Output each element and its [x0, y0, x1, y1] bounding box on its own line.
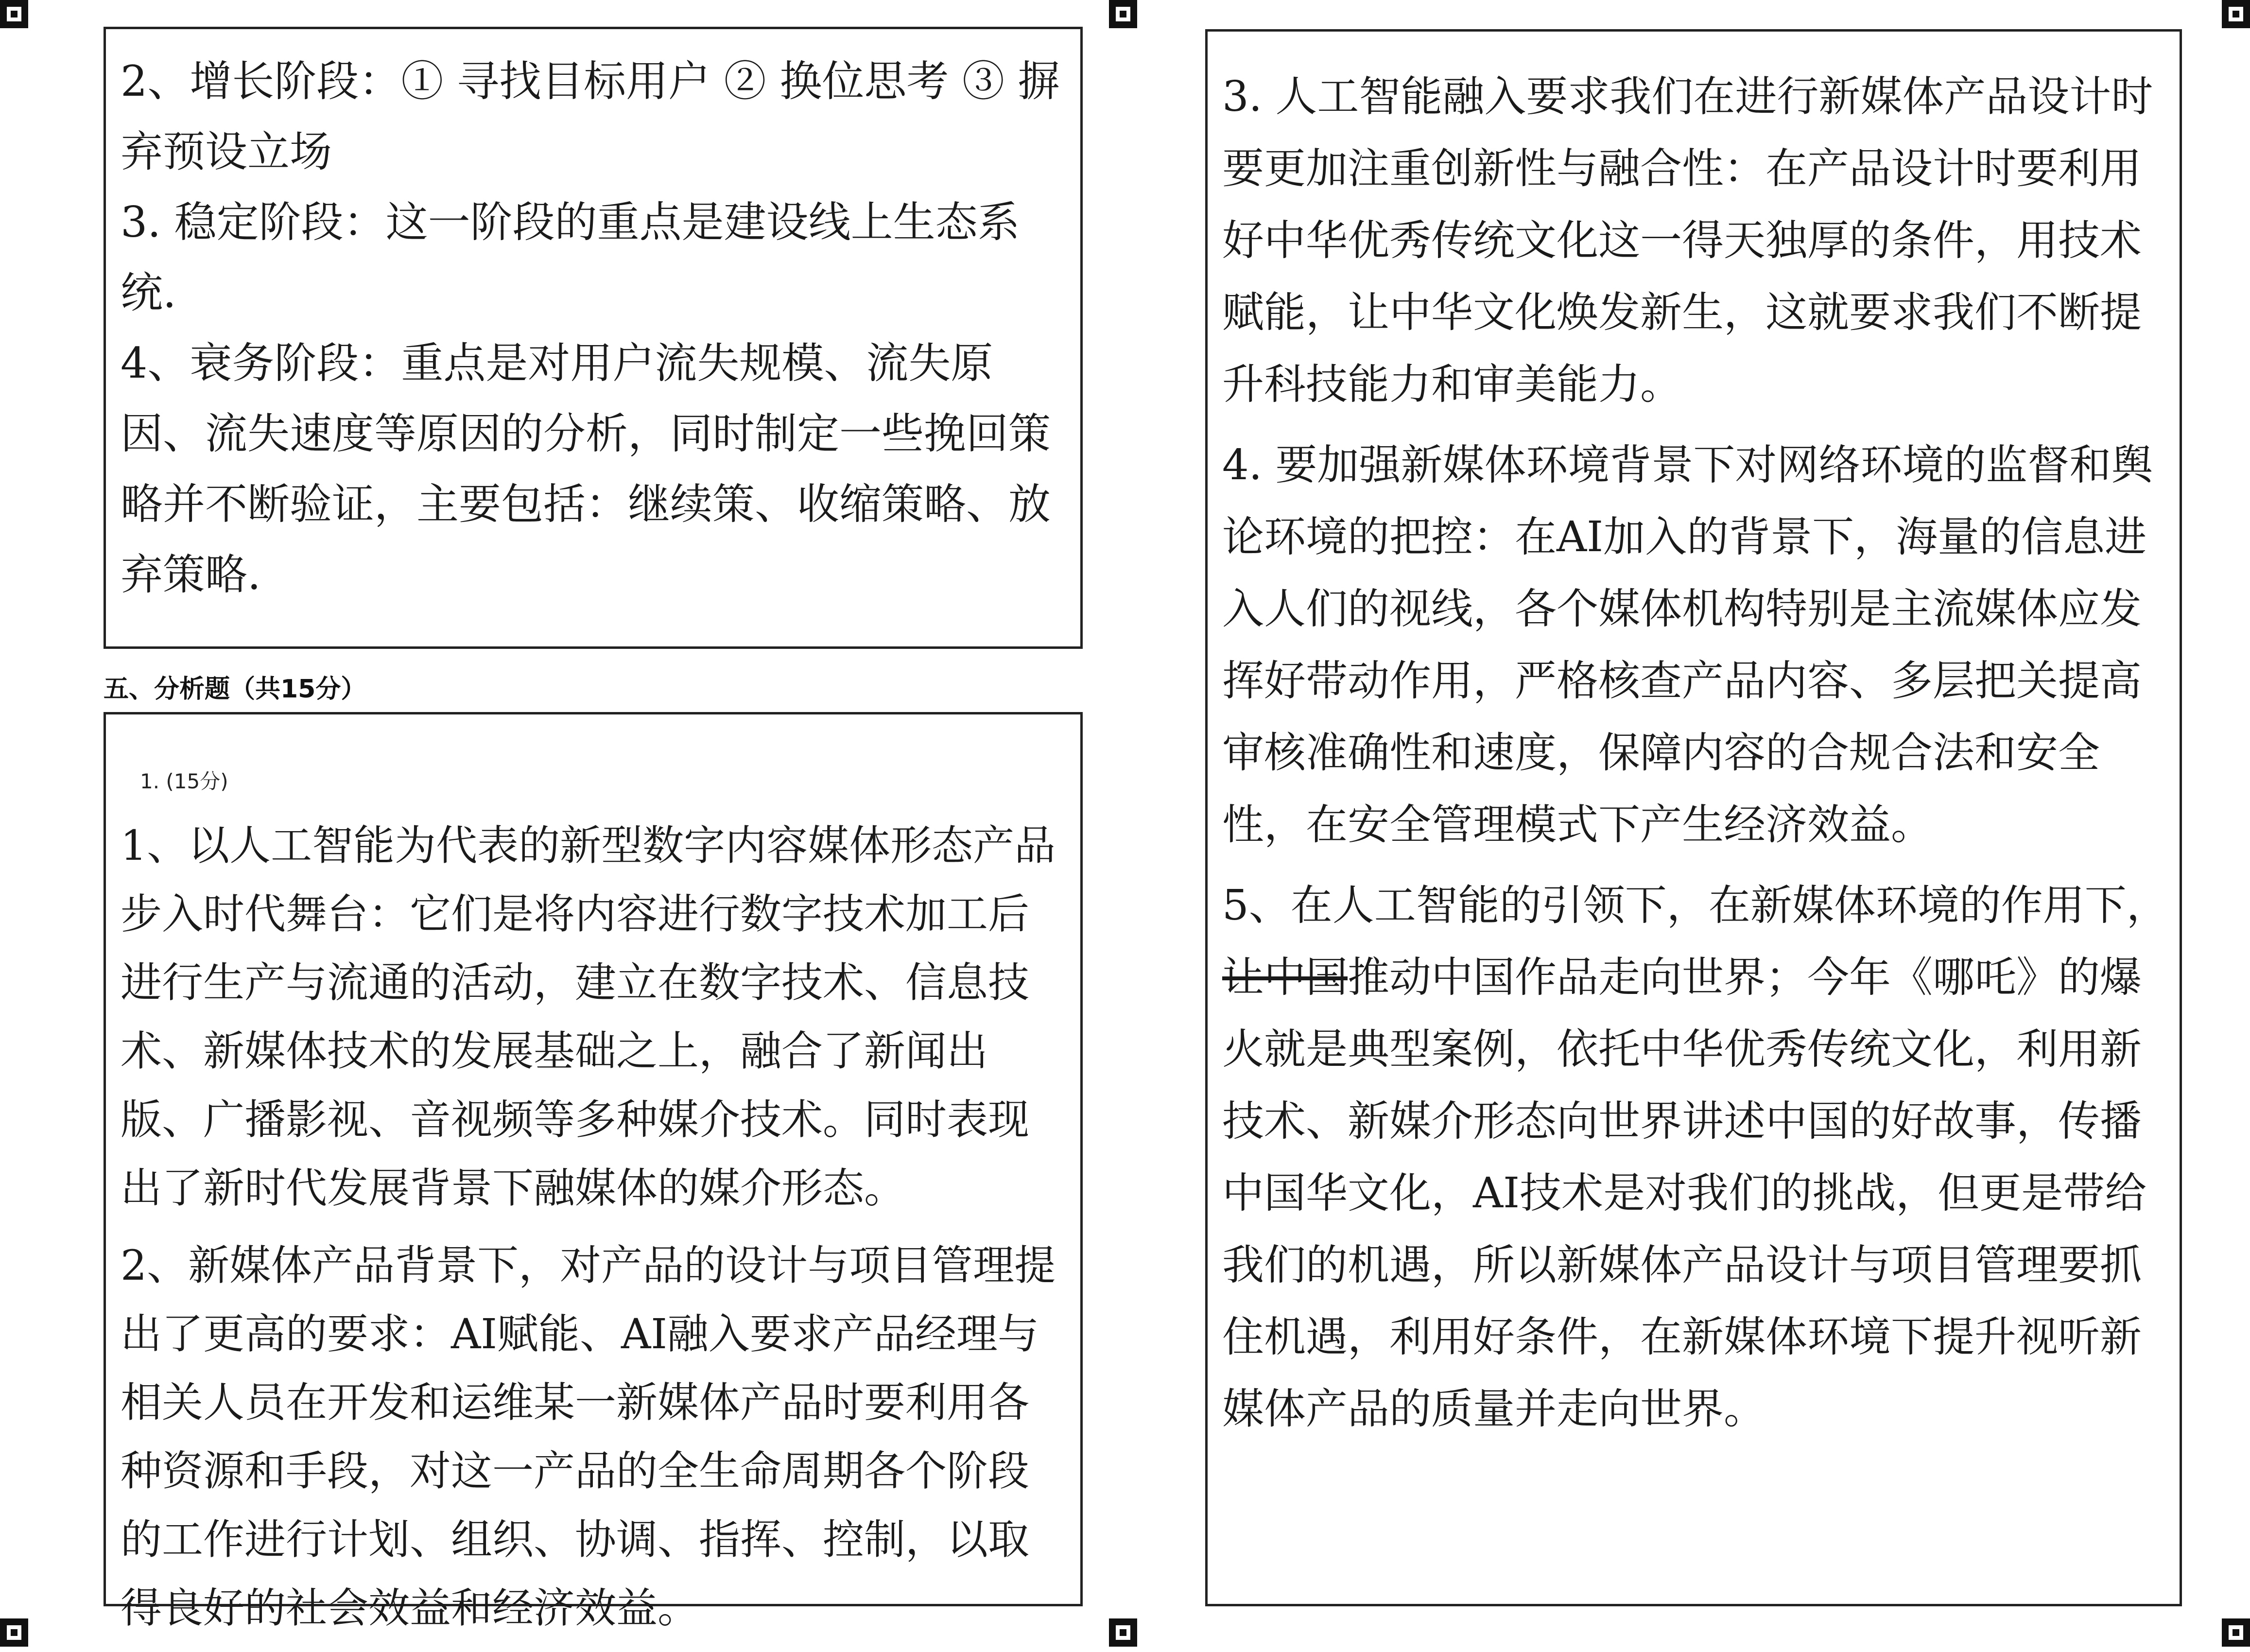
answer-paragraph: 1、以人工智能为代表的新型数字内容媒体形态产品步入时代舞台：它们是将内容进行数字技术加工后进行生产与流通的活动，建立在数字技术、信息技术、新媒体技术的发展基础之上，融合了新闻出版、广播影视、音视频等多种媒介技术。同时表现出了新时代发展背景下融媒体的媒介形态。 — [121, 822, 1056, 1213]
answer-box-top-left — [104, 27, 1083, 649]
section-heading: 五、分析题（共15分） — [104, 675, 366, 704]
registration-marker-top-right — [2222, 0, 2250, 28]
question-label: 1. (15分) — [140, 769, 228, 793]
paragraph-5-rest: 推动中国作品走向世界；今年《哪吒》的爆火就是典型案例，依托中华优秀传统文化，利用新技术、新媒介形态向世界讲述中国的好故事，传播中国华文化，AI技术是对我们的挑战，但更是带给我们的机遇，所以新媒体产品设计与项目管理要抓住机遇，利用好条件，在新媒体环境下提升视听新媒体产品的质量并走向世界。 — [1222, 953, 2147, 1433]
answer-box-right — [1205, 29, 2182, 1606]
struck-out-text: 让中国 — [1222, 953, 1348, 1002]
handwritten-answer — [121, 812, 1068, 1643]
answer-paragraph-5 — [1222, 869, 2170, 1445]
registration-marker-bottom-right — [2222, 1618, 2250, 1647]
registration-marker-top-center — [1109, 0, 1137, 28]
answer-paragraph-3: 3. 人工智能融入要求我们在进行新媒体产品设计时要更加注重创新性与融合性：在产品设计时要利用好中华优秀传统文化这一得天独厚的条件，用技术赋能，让中华文化焕发新生，这就要求我们不断提升科技能力和审美能力。 — [1222, 72, 2153, 409]
registration-marker-bottom-center — [1109, 1618, 1137, 1647]
handwritten-lines — [121, 46, 1068, 610]
registration-marker-bottom-left — [0, 1618, 28, 1647]
handwritten-line: 2、增长阶段：① 寻找目标用户 ② 换位思考 ③ 摒弃预设立场 — [121, 56, 1060, 176]
handwritten-line: 3. 稳定阶段：这一阶段的重点是建设线上生态系统. — [121, 197, 1020, 317]
answer-paragraph-4: 4. 要加强新媒体环境背景下对网络环境的监督和舆论环境的把控：在AI加入的背景下，海量的信息进入人们的视线，各个媒体机构特别是主流媒体应发挥好带动作用，严格核查产品内容、多层把关提高审核准确性和速度，保障内容的合规合法和安全性，在安全管理模式下产生经济效益。 — [1222, 441, 2153, 849]
paragraph-5-start: 5、在人工智能的引领下，在新媒体环境的作用下， — [1222, 881, 2168, 930]
answer-box-analysis — [104, 712, 1083, 1633]
registration-marker-top-left — [0, 0, 28, 28]
handwritten-answer-continued — [1222, 61, 2170, 1454]
handwritten-line: 4、衰务阶段：重点是对用户流失规模、流失原因、流失速度等原因的分析，同时制定一些挽回策略并不断验证，主要包括：继续策、收缩策略、放弃策略. — [121, 338, 1051, 599]
answer-paragraph: 2、新媒体产品背景下，对产品的设计与项目管理提出了更高的要求：AI赋能、AI融入要求产品经理与相关人员在开发和运维某一新媒体产品时要利用各种资源和手段，对这一产品的全生命周期各个阶段的工作进行计划、组织、协调、指挥、控制，以取得良好的社会效益和经济效益。 — [121, 1242, 1056, 1633]
